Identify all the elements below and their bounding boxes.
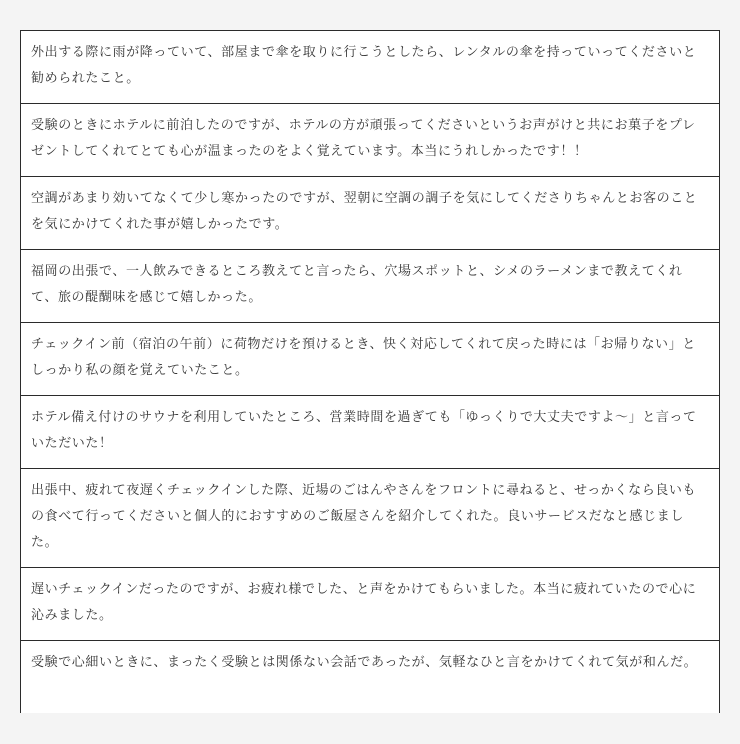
list-item: [21, 31, 719, 104]
testimonial-text: 受験のときにホテルに前泊したのですが、ホテルの方が頑張ってくださいというお声がけと共にお菓子をプレゼントしてくれてとても心が温まったのをよく覚えています。本当にうれしかったです！！: [31, 118, 696, 159]
testimonial-list: [20, 30, 720, 714]
testimonial-text: ホテル備え付けのサウナを利用していたところ、営業時間を過ぎても「ゆっくりで大丈夫ですよ～」と言っていただいた！: [31, 410, 697, 451]
list-item: [21, 250, 719, 323]
testimonial-text: 外出する際に雨が降っていて、部屋まで傘を取りに行こうとしたら、レンタルの傘を持っていってくださいと勧められたこと。: [31, 45, 697, 86]
list-item: [21, 641, 719, 714]
list-item: [21, 177, 719, 250]
list-item: [21, 396, 719, 469]
list-item: [21, 104, 719, 177]
testimonial-text: 受験で心細いときに、まったく受験とは関係ない会話であったが、気軽なひと言をかけてくれて気が和んだ。: [31, 655, 698, 670]
list-item: [21, 469, 719, 568]
list-item: [21, 323, 719, 396]
testimonial-text: 出張中、疲れて夜遅くチェックインした際、近場のごはんやさんをフロントに尋ねると、せっかくなら良いもの食べて行ってくださいと個人的におすすめのご飯屋さんを紹介してくれた。良いサービスだなと感じました。: [31, 483, 697, 550]
bottom-margin: [0, 713, 740, 744]
testimonial-text: 空調があまり効いてなくて少し寒かったのですが、翌朝に空調の調子を気にしてくださりちゃんとお客のことを気にかけてくれた事が嬉しかったです。: [31, 191, 698, 232]
list-item: [21, 568, 719, 641]
top-margin: [0, 0, 740, 30]
testimonial-text: チェックイン前（宿泊の午前）に荷物だけを預けるとき、快く対応してくれて戻った時には「お帰りない」としっかり私の顔を覚えていたこと。: [31, 337, 696, 378]
testimonial-text: 遅いチェックインだったのですが、お疲れ様でした、と声をかけてもらいました。本当に疲れていたので心に沁みました。: [31, 582, 697, 623]
testimonial-text: 福岡の出張で、一人飲みできるところ教えてと言ったら、穴場スポットと、シメのラーメンまで教えてくれて、旅の醍醐味を感じて嬉しかった。: [31, 264, 683, 305]
